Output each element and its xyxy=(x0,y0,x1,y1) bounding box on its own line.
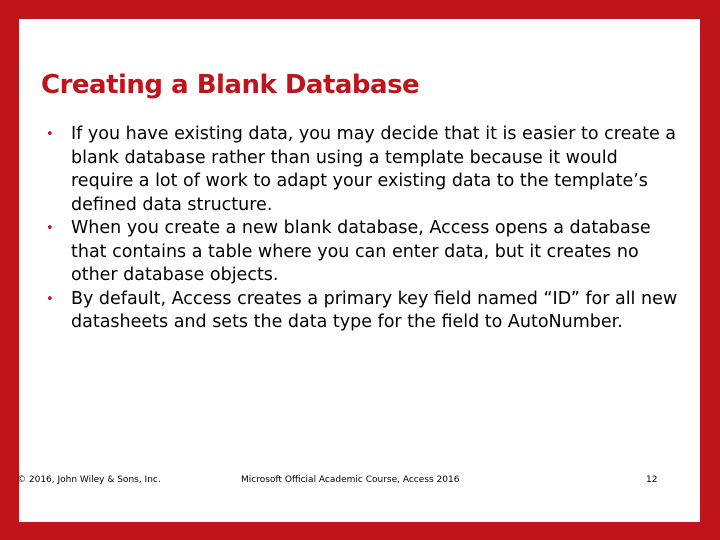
bullet-dot-icon: • xyxy=(46,221,54,236)
bullet-text: By default, Access creates a primary key field named “ID” for all new datasheets and sets the data type for the field to AutoNumber. xyxy=(71,288,678,332)
bullet-item xyxy=(43,123,683,217)
bullet-item xyxy=(43,217,683,288)
bullet-text: When you create a new blank database, Access opens a database that contains a table where you can enter data, but it creates no other database objects. xyxy=(71,218,651,285)
bullet-list xyxy=(43,123,683,335)
slide-title: Creating a Blank Database xyxy=(41,70,420,100)
bullet-text: If you have existing data, you may decide that it is easier to create a blank database rather than using a template because it would require a lot of work to adapt your existing data to the template’s defined data structure. xyxy=(71,124,677,215)
footer-page-number: 12 xyxy=(646,475,658,485)
footer-course: Microsoft Official Academic Course, Access 2016 xyxy=(241,475,460,485)
bullet-dot-icon: • xyxy=(46,291,54,307)
footer-copyright: © 2016, John Wiley & Sons, Inc. xyxy=(17,475,161,485)
bullet-dot-icon: • xyxy=(46,127,54,142)
slide-content-panel xyxy=(19,19,700,522)
bullet-item xyxy=(43,288,683,335)
